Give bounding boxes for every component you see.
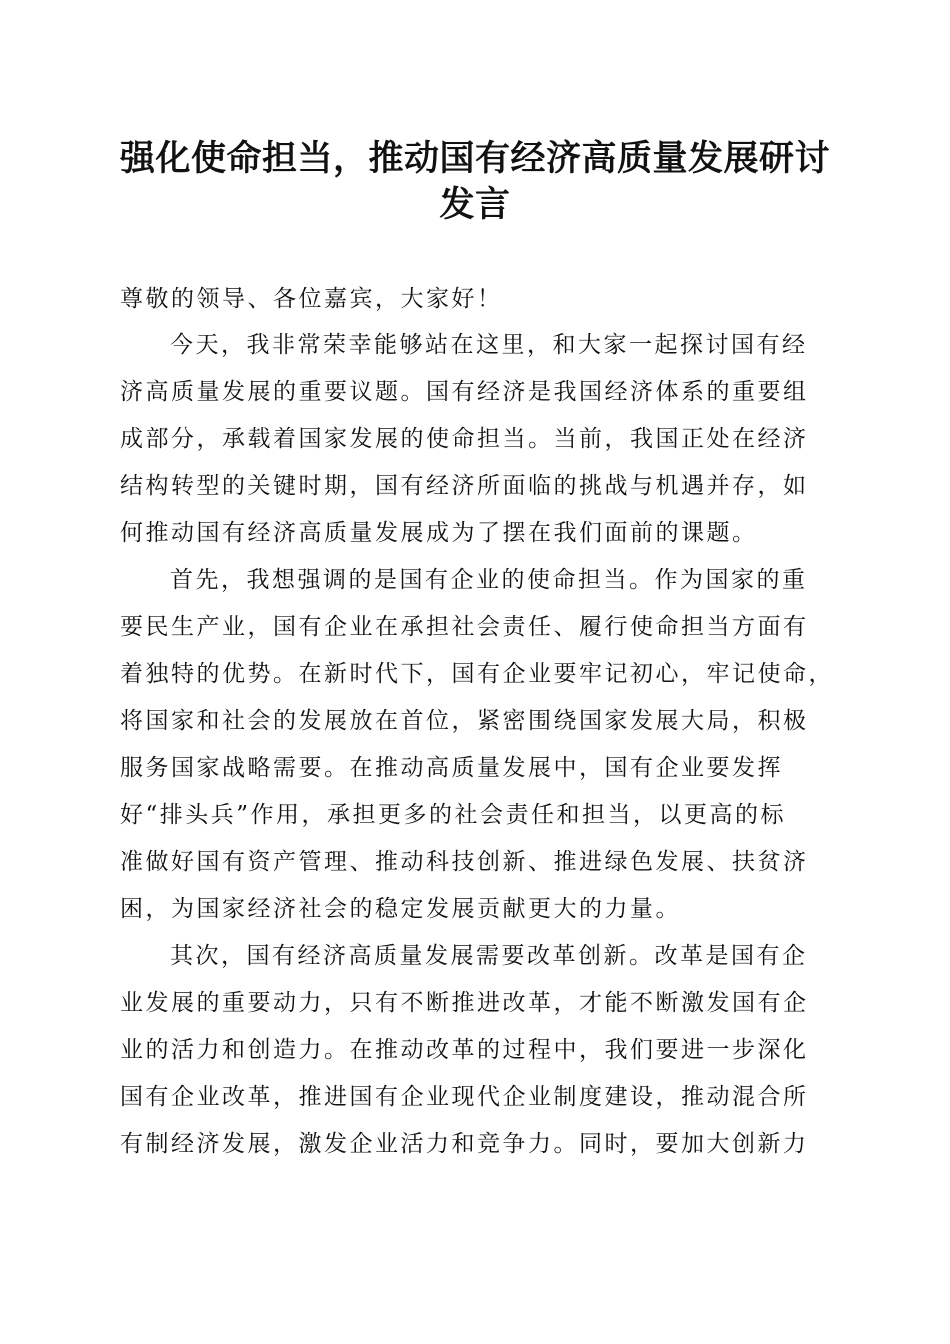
paragraph-line: 其次，国有经济高质量发展需要改革创新。改革是国有企 (170, 943, 808, 969)
paragraph-line: 国有企业改革，推进国有企业现代企业制度建设，推动混合所 (120, 1084, 809, 1110)
paragraph-3 (120, 933, 825, 1168)
paragraph-line: 困，为国家经济社会的稳定发展贡献更大的力量。 (120, 896, 681, 922)
paragraph-line: 业的活力和创造力。在推动改革的过程中，我们要进一步深化 (120, 1037, 809, 1063)
paragraph-line: 结构转型的关键时期，国有经济所面临的挑战与机遇并存，如 (120, 473, 809, 499)
paragraph-line: 成部分，承载着国家发展的使命担当。当前，我国正处在经济 (120, 426, 809, 452)
title-line-2: 发言 (439, 185, 511, 225)
paragraph-line: 今天，我非常荣幸能够站在这里，和大家一起探讨国有经 (170, 332, 808, 358)
paragraph-line: 好“排头兵”作用，承担更多的社会责任和担当，以更高的标 (120, 802, 787, 828)
paragraph-line: 首先，我想强调的是国有企业的使命担当。作为国家的重 (170, 567, 808, 593)
paragraph-line: 业发展的重要动力，只有不断推进改革，才能不断激发国有企 (120, 990, 809, 1016)
paragraph-1 (120, 322, 825, 557)
paragraph-line: 服务国家战略需要。在推动高质量发展中，国有企业要发挥 (120, 755, 783, 781)
paragraph-line: 着独特的优势。在新时代下，国有企业要牢记初心，牢记使命， (120, 661, 834, 687)
paragraph-line: 何推动国有经济高质量发展成为了摆在我们面前的课题。 (120, 520, 758, 546)
paragraph-line: 有制经济发展，激发企业活力和竞争力。同时，要加大创新力 (120, 1131, 809, 1157)
document-body (120, 276, 834, 1168)
document-title (115, 136, 835, 228)
title-line-1: 强化使命担当，推动国有经济高质量发展研讨 (119, 139, 830, 179)
paragraph-line: 将国家和社会的发展放在首位，紧密围绕国家发展大局，积极 (120, 708, 809, 734)
paragraph-line: 济高质量发展的重要议题。国有经济是我国经济体系的重要组 (120, 379, 809, 405)
paragraph-2 (120, 557, 834, 933)
paragraph-line: 准做好国有资产管理、推动科技创新、推进绿色发展、扶贫济 (120, 849, 809, 875)
greeting-line: 尊敬的领导、各位嘉宾，大家好！ (120, 286, 503, 312)
paragraph-line: 要民生产业，国有企业在承担社会责任、履行使命担当方面有 (120, 614, 809, 640)
